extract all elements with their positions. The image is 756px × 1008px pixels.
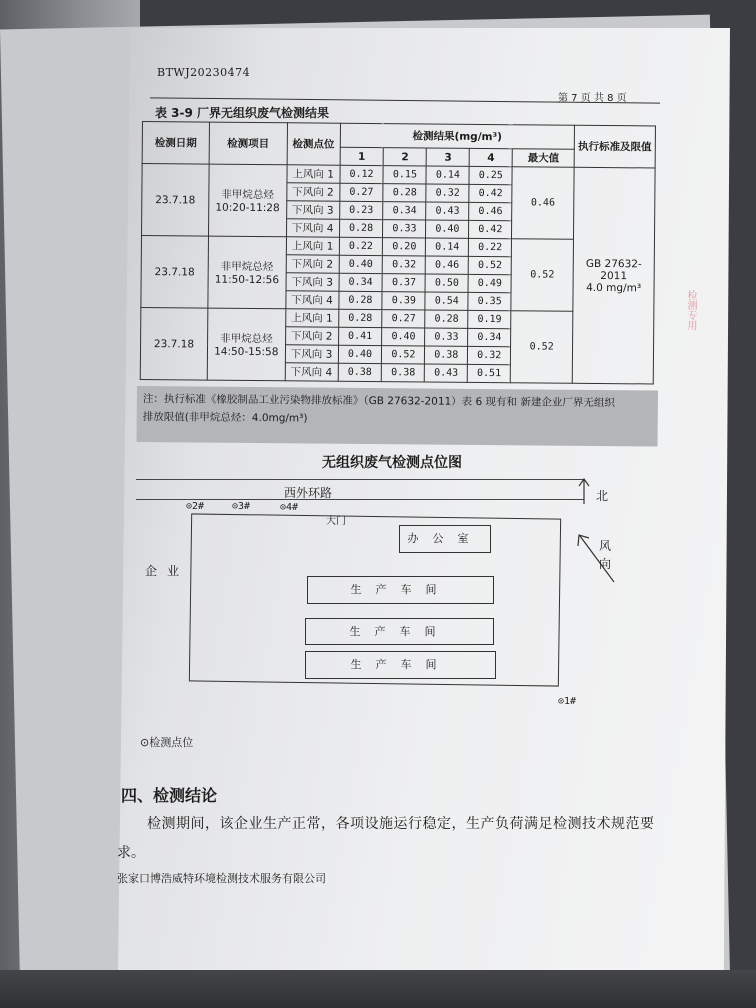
location-cell: 上风向 1 (285, 309, 338, 327)
road-line-top (136, 479, 584, 480)
value-cell: 0.32 (383, 256, 426, 274)
conclusion-text-line-2: 求。 (117, 845, 145, 861)
document-number: BTWJ20230474 (157, 66, 251, 79)
value-cell: 0.52 (468, 256, 511, 274)
value-cell: 0.28 (383, 184, 426, 202)
header-standard: 执行标准及限值 (574, 125, 655, 168)
value-cell: 0.27 (339, 183, 383, 201)
header-location: 检测点位 (287, 123, 340, 165)
value-cell: 0.22 (339, 237, 383, 255)
date-cell: 23.7.18 (141, 236, 209, 309)
value-cell: 0.40 (382, 328, 425, 346)
value-cell: 0.50 (425, 274, 468, 292)
value-cell: 0.38 (338, 363, 382, 381)
value-cell: 0.43 (425, 364, 468, 382)
value-cell: 0.33 (383, 220, 426, 238)
value-cell: 0.27 (382, 310, 425, 328)
header-col-4: 4 (469, 148, 512, 166)
location-cell: 上风向 1 (286, 237, 339, 255)
gate-label: 大门 (326, 516, 346, 527)
location-cell: 下风向 2 (286, 255, 339, 273)
value-cell: 0.23 (339, 201, 383, 219)
value-cell: 0.40 (426, 220, 469, 238)
location-cell: 下风向 3 (286, 201, 339, 219)
road-line-bottom (136, 499, 584, 500)
page-number: 第 7 页 共 8 页 (558, 93, 627, 104)
value-cell: 0.35 (468, 292, 511, 310)
value-cell: 0.52 (382, 346, 425, 364)
location-cell: 上风向 1 (287, 165, 340, 183)
standard-cell: GB 27632- 2011 4.0 mg/m³ (572, 167, 655, 384)
item-cell: 非甲烷总烃 11:50-12:56 (208, 236, 286, 309)
point-2-marker: ⊙2# (186, 501, 205, 512)
company-name: 张家口博浩威特环境检测技术服务有限公司 (117, 872, 326, 885)
value-cell: 0.37 (382, 274, 425, 292)
header-col-2: 2 (384, 148, 427, 166)
value-cell: 0.42 (469, 184, 512, 202)
location-cell: 下风向 3 (286, 273, 339, 291)
value-cell: 0.42 (469, 220, 512, 238)
value-cell: 0.38 (382, 364, 425, 382)
value-cell: 0.14 (426, 166, 469, 184)
results-table (140, 121, 656, 384)
value-cell: 0.43 (426, 202, 469, 220)
diagram-title: 无组织废气检测点位图 (322, 455, 462, 471)
value-cell: 0.34 (383, 202, 426, 220)
value-cell: 0.34 (468, 328, 511, 346)
value-cell: 0.46 (426, 256, 469, 274)
value-cell: 0.40 (339, 255, 383, 273)
value-cell: 0.28 (425, 310, 468, 328)
header-results: 检测结果(mg/m³) (340, 123, 575, 149)
workshop-3: 生产车间 (305, 651, 496, 679)
location-cell: 下风向 4 (286, 291, 339, 309)
table-note: 注：执行标准《橡胶制品工业污染物排放标准》（GB 27632-2011）表 6 现有和 新建企业厂界无组织 排放限值(非甲烷总烃：4.0mg/m³) (137, 386, 658, 447)
conclusion-text-line-1: 检测期间，该企业生产正常，各项设施运行稳定，生产负荷满足检测技术规范要 (147, 816, 655, 832)
seal-stamp: 检测专用 (685, 290, 696, 330)
header-max: 最大值 (512, 149, 574, 168)
max-cell: 0.52 (511, 239, 573, 312)
value-cell: 0.22 (469, 238, 512, 256)
value-cell: 0.38 (425, 346, 468, 364)
item-cell: 非甲烷总烃 10:20-11:28 (208, 164, 286, 237)
value-cell: 0.28 (339, 219, 383, 237)
office-building: 办公室 (399, 525, 491, 553)
date-cell: 23.7.18 (140, 307, 208, 380)
section-heading: 四、检测结论 (121, 786, 218, 805)
neighbor-enterprise-label: 企业 (145, 564, 190, 578)
value-cell: 0.41 (338, 327, 382, 345)
value-cell: 0.20 (383, 238, 426, 256)
wind-label-1: 风 (599, 539, 612, 553)
header-item: 检测项目 (209, 122, 287, 165)
location-cell: 下风向 2 (285, 327, 338, 345)
value-cell: 0.32 (468, 346, 511, 364)
point-1-marker: ⊙1# (558, 696, 577, 707)
header-col-3: 3 (427, 148, 470, 166)
legend: ⊙检测点位 (140, 736, 194, 749)
workshop-1: 生产车间 (307, 576, 494, 604)
value-cell: 0.14 (426, 238, 469, 256)
background-bottom (0, 970, 756, 1008)
header-col-1: 1 (340, 147, 384, 165)
date-cell: 23.7.18 (142, 164, 210, 237)
max-cell: 0.46 (512, 167, 574, 240)
value-cell: 0.54 (425, 292, 468, 310)
road-name: 西外环路 (284, 486, 333, 500)
max-cell: 0.52 (510, 311, 572, 384)
value-cell: 0.33 (425, 328, 468, 346)
value-cell: 0.39 (382, 292, 425, 310)
location-cell: 下风向 2 (287, 183, 340, 201)
value-cell: 0.34 (339, 273, 383, 291)
wind-label-2: 向 (599, 557, 612, 571)
header-date: 检测日期 (142, 122, 209, 165)
table-row (142, 164, 655, 186)
value-cell: 0.46 (469, 202, 512, 220)
value-cell: 0.28 (338, 291, 382, 309)
value-cell: 0.40 (338, 345, 382, 363)
workshop-2: 生产车间 (305, 618, 494, 645)
item-cell: 非甲烷总烃 14:50-15:58 (207, 308, 285, 381)
value-cell: 0.49 (468, 274, 511, 292)
location-cell: 下风向 3 (285, 345, 338, 363)
value-cell: 0.32 (426, 184, 469, 202)
value-cell: 0.15 (383, 166, 426, 184)
value-cell: 0.25 (469, 166, 512, 184)
value-cell: 0.19 (468, 310, 511, 328)
table-title: 表 3-9 厂界无组织废气检测结果 (155, 106, 330, 120)
value-cell: 0.28 (338, 309, 382, 327)
value-cell: 0.51 (468, 364, 511, 382)
value-cell: 0.12 (340, 165, 384, 183)
point-4-marker: ⊙4# (280, 502, 299, 513)
location-cell: 下风向 4 (286, 219, 339, 237)
north-label: 北 (596, 489, 609, 503)
point-3-marker: ⊙3# (232, 501, 251, 512)
location-cell: 下风向 4 (285, 363, 338, 381)
